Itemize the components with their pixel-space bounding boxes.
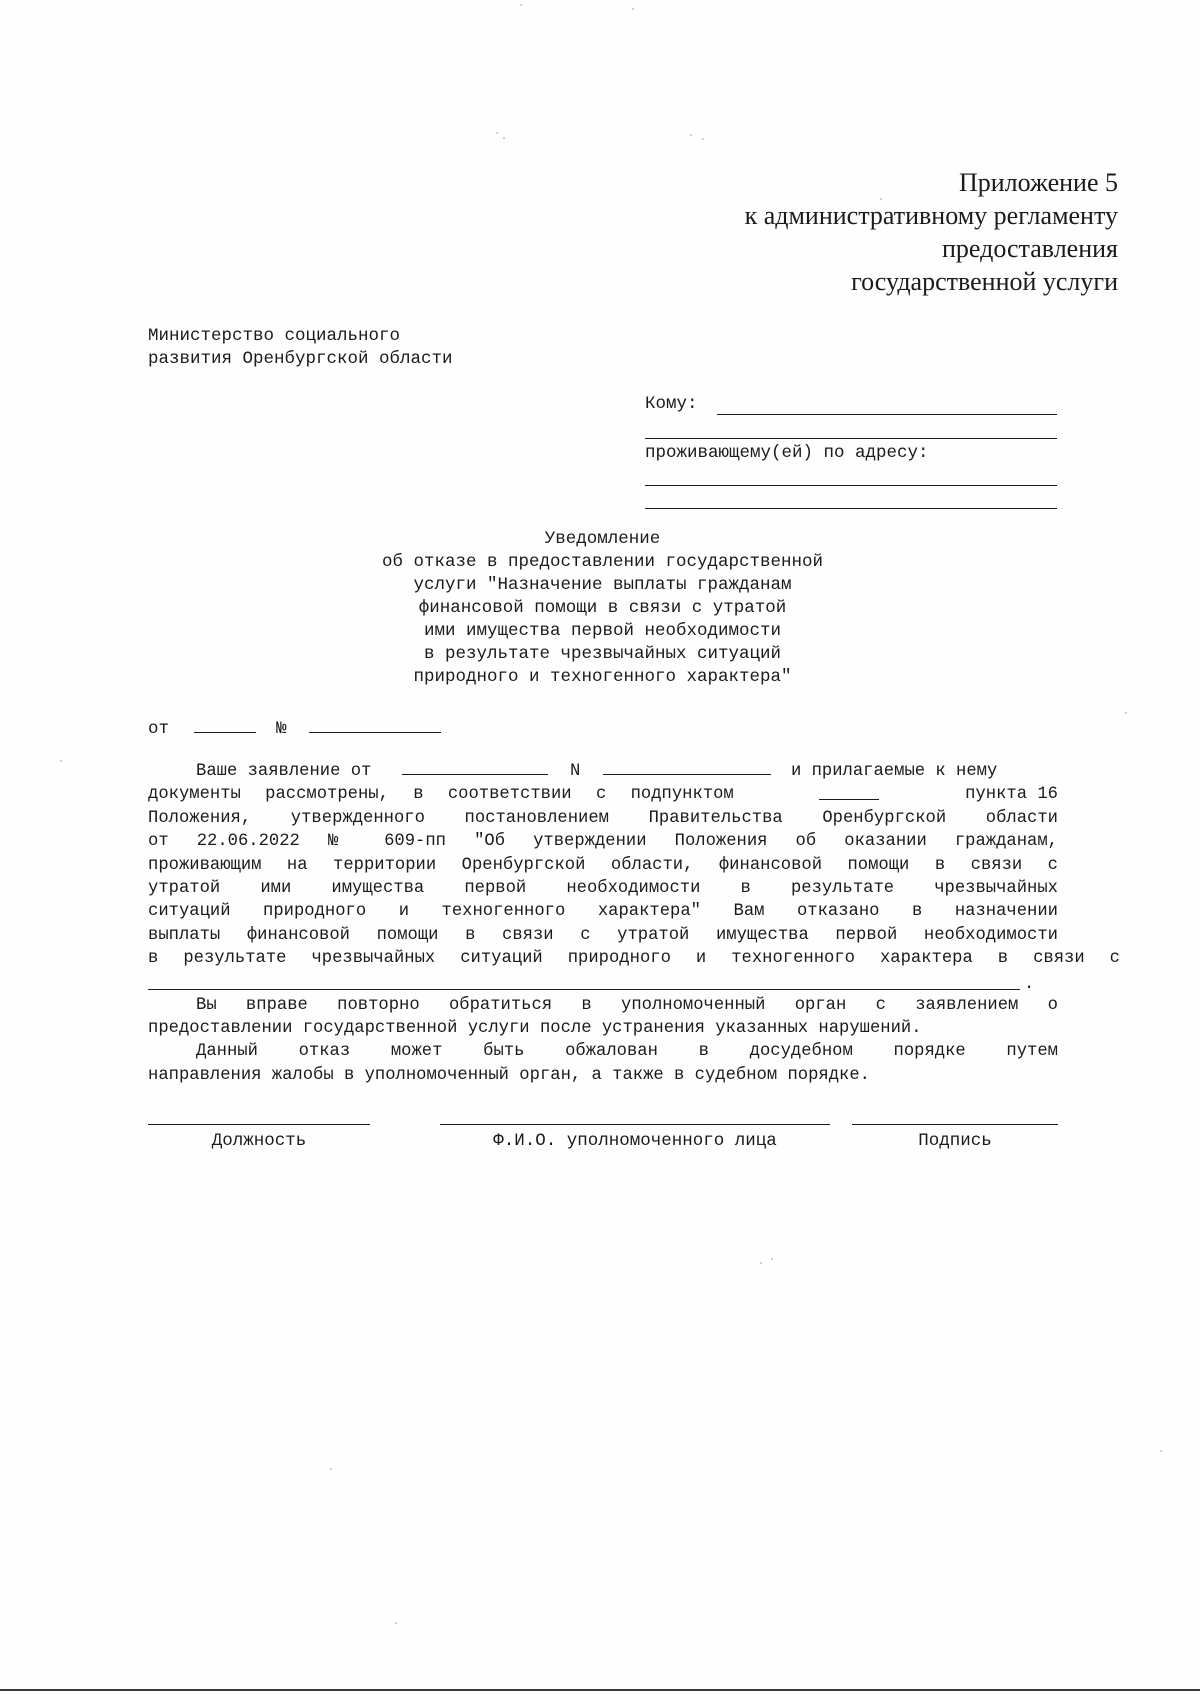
signature-position bbox=[148, 1118, 370, 1151]
notice-title-line: природного и техногенного характера" bbox=[413, 667, 792, 687]
notice-title-line: Уведомление bbox=[544, 529, 661, 549]
body-line: выплаты финансовой помощи в связи с утратой имущества первой необходимости bbox=[148, 925, 1058, 945]
body-line-2 bbox=[148, 783, 1058, 806]
name-field[interactable] bbox=[440, 1118, 830, 1125]
date-field[interactable] bbox=[194, 716, 256, 733]
subpoint-field[interactable] bbox=[819, 783, 879, 800]
body-text-fragment: пункта 16 bbox=[965, 785, 1058, 805]
scan-speck bbox=[60, 760, 62, 762]
notice-title-line: финансовой помощи в связи с утратой bbox=[418, 598, 787, 618]
body-line: Положения, утвержденного постановлением Правительства Оренбургской области bbox=[148, 808, 1058, 828]
appendix-line: государственной услуги bbox=[851, 267, 1118, 296]
scan-speck bbox=[1125, 712, 1127, 714]
application-date-field[interactable] bbox=[402, 758, 548, 775]
application-number-field[interactable] bbox=[603, 758, 771, 775]
sender-line: Министерство социального bbox=[148, 326, 401, 346]
body-text-fragment: N bbox=[570, 762, 581, 781]
recipient-name-field[interactable] bbox=[717, 414, 1057, 415]
body-line: Данный отказ может быть обжалован в досудебном порядке путем bbox=[196, 1042, 1058, 1062]
recipient-address-field-1[interactable] bbox=[645, 465, 1057, 486]
notice-date-number-row bbox=[148, 716, 441, 739]
name-caption: Ф.И.О. уполномоченного лица bbox=[493, 1131, 777, 1151]
body-line: ситуаций природного и техногенного характера" Вам отказано в назначении bbox=[148, 902, 1058, 922]
scan-speck bbox=[496, 132, 498, 134]
signature-sign bbox=[852, 1118, 1058, 1151]
scan-speck bbox=[702, 138, 704, 140]
appendix-line: к административному регламенту bbox=[744, 201, 1118, 230]
sign-caption: Подпись bbox=[918, 1131, 992, 1151]
scan-speck bbox=[771, 1258, 773, 1260]
recipient-to-label: Кому: bbox=[645, 394, 698, 414]
date-label: от bbox=[148, 719, 170, 739]
sender-line: развития Оренбургской области bbox=[148, 349, 453, 369]
body-line: проживающим на территории Оренбургской области, финансовой помощи в связи с bbox=[148, 855, 1058, 875]
recipient-name-field-2[interactable] bbox=[645, 418, 1057, 439]
appendix-line: предоставления bbox=[942, 234, 1118, 263]
sign-field[interactable] bbox=[852, 1118, 1058, 1125]
position-caption: Должность bbox=[211, 1131, 307, 1151]
scan-speck bbox=[330, 1468, 332, 1470]
body-text-fragment: документы рассмотрены, в соответствии с подпунктом bbox=[148, 785, 734, 805]
recipient-block bbox=[645, 394, 1057, 509]
body-text-fragment: и прилагаемые к нему bbox=[790, 762, 998, 781]
body-line: в результате чрезвычайных ситуаций природного и техногенного характера в связи с bbox=[148, 949, 1120, 969]
body-line-1 bbox=[148, 758, 1058, 783]
refusal-reason-field[interactable] bbox=[148, 971, 1035, 994]
body-line: Вы вправе повторно обратиться в уполномоченный орган с заявлением о bbox=[196, 995, 1058, 1015]
notice-title-line: ими имущества первой необходимости bbox=[423, 621, 782, 641]
scan-speck bbox=[520, 4, 522, 6]
notice-title bbox=[300, 528, 905, 689]
notice-title-line: в результате чрезвычайных ситуаций bbox=[423, 644, 782, 664]
appendix-header bbox=[558, 166, 1118, 298]
notice-body bbox=[148, 758, 1120, 1087]
recipient-to-row bbox=[645, 394, 1057, 418]
number-field[interactable] bbox=[309, 716, 441, 733]
scan-speck bbox=[760, 1262, 762, 1264]
notice-title-line: услуги "Назначение выплаты гражданам bbox=[413, 575, 792, 595]
signature-name bbox=[440, 1118, 830, 1151]
reason-end-dot: . bbox=[1024, 974, 1035, 994]
scan-speck bbox=[632, 8, 634, 10]
recipient-address-field-2[interactable] bbox=[645, 486, 1057, 509]
body-line: утратой ими имущества первой необходимости в результате чрезвычайных bbox=[148, 879, 1058, 899]
scan-speck bbox=[395, 1622, 397, 1624]
number-label: № bbox=[276, 719, 287, 739]
scan-speck bbox=[503, 137, 505, 139]
recipient-address-label: проживающему(ей) по адресу: bbox=[645, 443, 929, 463]
body-line: направления жалобы в уполномоченный орган, а также в судебном порядке. bbox=[148, 1065, 870, 1085]
sender-block bbox=[148, 325, 453, 371]
position-field[interactable] bbox=[148, 1118, 370, 1125]
scan-bottom-edge bbox=[0, 1689, 1200, 1691]
body-line: от 22.06.2022 № 609-пп "Об утверждении Положения об оказании гражданам, bbox=[148, 832, 1058, 852]
scan-speck bbox=[690, 134, 692, 136]
body-line: предоставлении государственной услуги после устранения указанных нарушений. bbox=[148, 1019, 922, 1039]
notice-title-line: об отказе в предоставлении государственной bbox=[381, 552, 824, 572]
scan-speck bbox=[1160, 1450, 1162, 1452]
appendix-line: Приложение 5 bbox=[958, 168, 1118, 197]
recipient-address-row bbox=[645, 441, 1057, 465]
body-text-fragment: Ваше заявление от bbox=[196, 762, 372, 781]
